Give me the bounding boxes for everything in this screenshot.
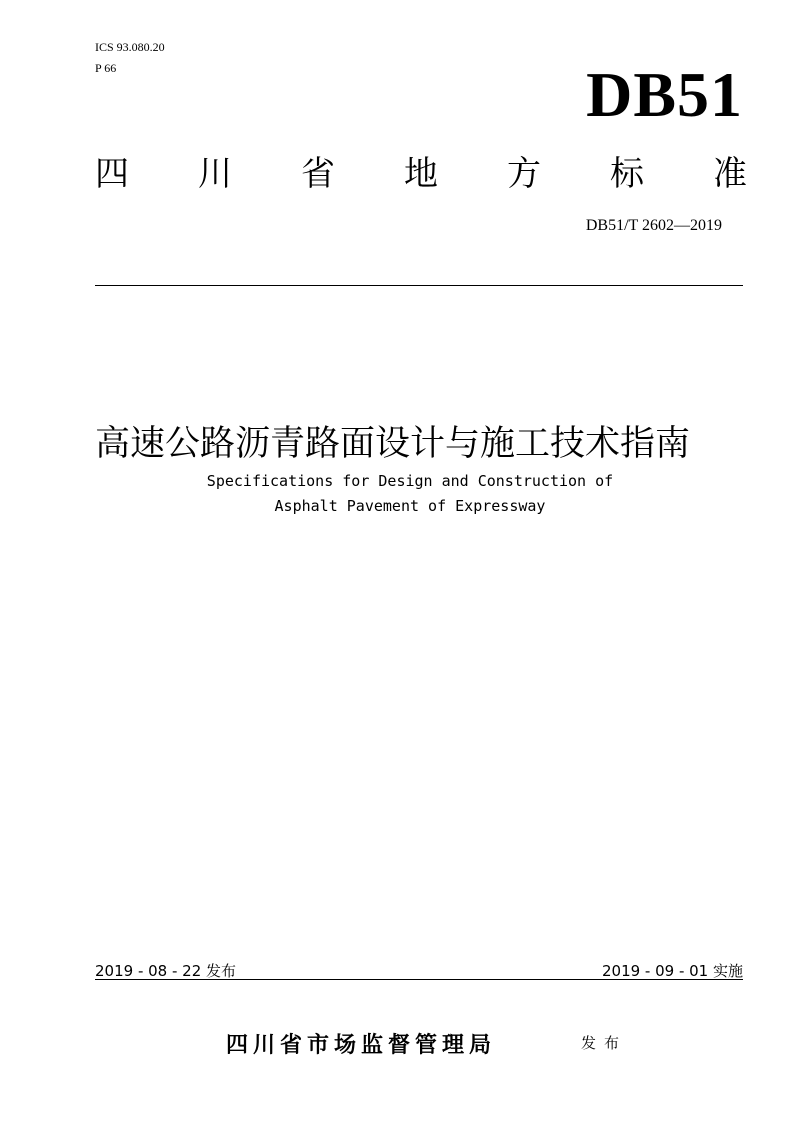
standard-type-char: 准: [713, 154, 747, 194]
publish-label: 发布: [581, 1034, 628, 1052]
standard-type-char: 方: [507, 154, 541, 194]
ics-code: ICS 93.080.20: [95, 40, 165, 54]
standard-type-char: 四: [95, 154, 129, 194]
top-divider: [95, 285, 743, 286]
document-title-chinese: 高速公路沥青路面设计与施工技术指南: [95, 424, 691, 464]
bottom-divider: [95, 979, 743, 980]
ccs-code: P 66: [95, 61, 117, 75]
standard-number: DB51/T 2602—2019: [585, 217, 722, 234]
document-title-english-line1: Specifications for Design and Construction of: [206, 472, 614, 490]
standard-type-char: 标: [610, 154, 644, 194]
document-title-english-line2: Asphalt Pavement of Expressway: [274, 497, 546, 515]
publisher-name: 四川省市场监督管理局: [226, 1033, 497, 1058]
standard-logo: DB51: [586, 59, 743, 130]
implementation-date: 2019 - 09 - 01 实施: [601, 962, 743, 980]
standard-type-char: 川: [198, 154, 232, 194]
issue-date: 2019 - 08 - 22 发布: [95, 962, 237, 980]
standard-type-char: 地: [404, 154, 438, 194]
standard-type-char: 省: [301, 154, 335, 194]
standard-type-heading: [95, 152, 747, 196]
